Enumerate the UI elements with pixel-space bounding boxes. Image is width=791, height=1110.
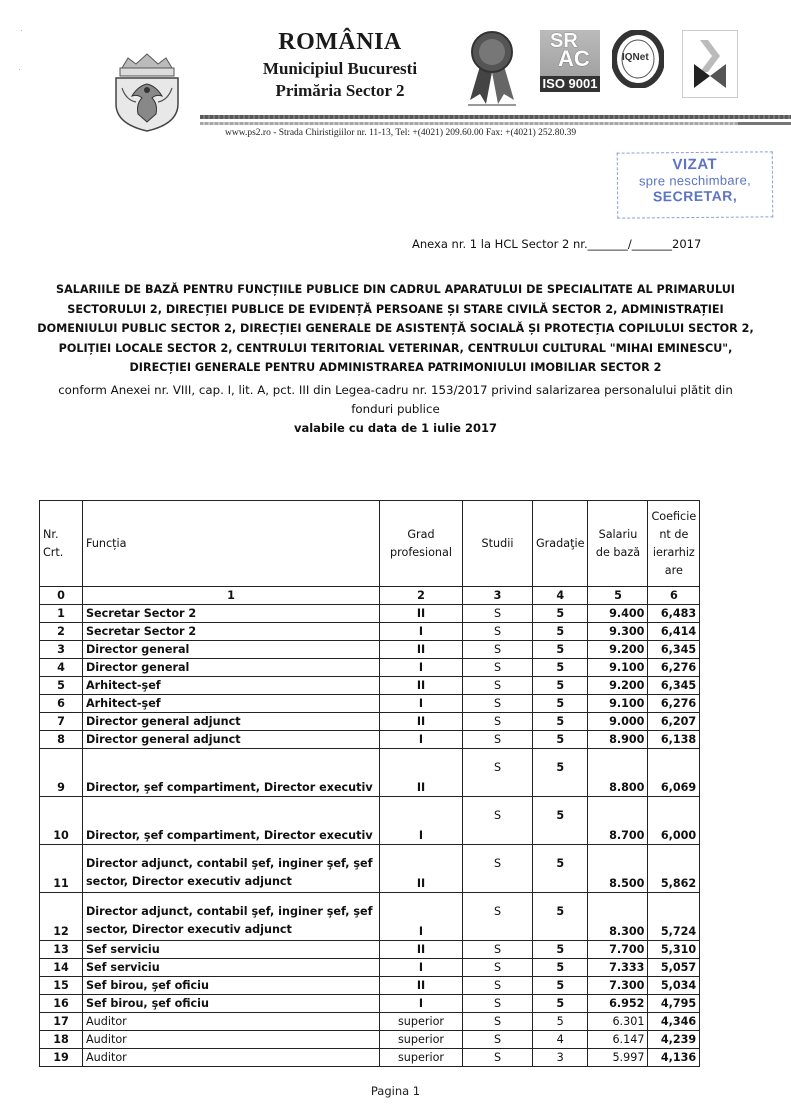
professional-grade: II <box>380 713 463 731</box>
seniority-step: 5 <box>533 797 588 845</box>
column-number: 0 <box>40 587 83 605</box>
row-number: 10 <box>40 797 83 845</box>
professional-grade: II <box>380 677 463 695</box>
base-salary: 8.800 <box>588 749 648 797</box>
function-name: Director general <box>83 641 380 659</box>
base-salary: 8.700 <box>588 797 648 845</box>
column-number: 1 <box>83 587 380 605</box>
hierarchy-coefficient: 4,346 <box>648 1013 700 1031</box>
seniority-step: 5 <box>533 641 588 659</box>
table-row <box>40 713 700 731</box>
page-number: Pagina 1 <box>370 1084 421 1098</box>
hierarchy-coefficient: 6,207 <box>648 713 700 731</box>
base-salary: 7.700 <box>588 941 648 959</box>
title-line: DOMENIULUI PUBLIC SECTOR 2, DIRECȚIEI GENERALE DE ASISTENȚĂ SOCIALĂ ȘI PROTECȚIA COPILULUI SECTOR 2, <box>37 322 754 335</box>
salary-table <box>39 500 700 1067</box>
base-salary: 6.952 <box>588 995 648 1013</box>
hierarchy-coefficient: 6,000 <box>648 797 700 845</box>
function-name-line: sector, Director executiv adjunct <box>86 923 292 936</box>
professional-grade: superior <box>380 1031 463 1049</box>
table-row <box>40 605 700 623</box>
table-row <box>40 1013 700 1031</box>
table-row <box>40 659 700 677</box>
title-line: POLIȚIEI LOCALE SECTOR 2, CENTRULUI TERITORIAL VETERINAR, CENTRULUI CULTURAL "MIHAI EMINESCU", <box>58 341 733 355</box>
base-salary: 9.300 <box>588 623 648 641</box>
function-name: Sef birou, şef oficiu <box>83 977 380 995</box>
professional-grade: I <box>380 797 463 845</box>
row-number: 19 <box>40 1049 83 1067</box>
hierarchy-coefficient: 6,345 <box>648 641 700 659</box>
table-row <box>40 749 700 797</box>
table-row <box>40 1031 700 1049</box>
column-number-row <box>40 587 700 605</box>
header-stripe <box>200 122 791 125</box>
seniority-step: 5 <box>533 977 588 995</box>
title-line: SALARIILE DE BAZĂ PENTRU FUNCȚIILE PUBLICE DIN CADRUL APARATULUI DE SPECIALITATE AL PRIMARULUI <box>56 283 735 296</box>
base-salary: 8.900 <box>588 731 648 749</box>
function-name: Auditor <box>83 1031 380 1049</box>
studies: S <box>463 959 533 977</box>
function-name: Director general adjunct <box>83 731 380 749</box>
function-name: Auditor <box>83 1013 380 1031</box>
studies: S <box>463 941 533 959</box>
function-name: Sef birou, şef oficiu <box>83 995 380 1013</box>
table-row <box>40 941 700 959</box>
row-number: 9 <box>40 749 83 797</box>
studies: S <box>463 677 533 695</box>
header-stripe <box>200 115 791 119</box>
row-number: 4 <box>40 659 83 677</box>
column-number: 2 <box>380 587 463 605</box>
title-line: DIRECȚIEI GENERALE PENTRU ADMINISTRAREA PATRIMONIULUI IMOBILIAR SECTOR 2 <box>129 361 662 374</box>
professional-grade: II <box>380 941 463 959</box>
stamp-line-1: VIZAT <box>672 155 718 174</box>
professional-grade: I <box>380 893 463 941</box>
studies: S <box>463 713 533 731</box>
table-row <box>40 641 700 659</box>
hierarchy-coefficient: 6,345 <box>648 677 700 695</box>
studies: S <box>463 749 533 797</box>
professional-grade: I <box>380 731 463 749</box>
hierarchy-coefficient: 6,276 <box>648 695 700 713</box>
letterhead-title <box>220 28 460 102</box>
legal-basis-line: conform Anexei nr. VIII, cap. I, lit. A, pct. III din Legea-cadru nr. 153/2017 privind salarizarea personalului plătit din <box>58 382 733 397</box>
base-salary: 9.200 <box>588 641 648 659</box>
base-salary: 9.200 <box>588 677 648 695</box>
legal-basis-line: fonduri publice <box>351 401 440 416</box>
iqnet-text: IQNet <box>622 52 649 63</box>
professional-grade: II <box>380 605 463 623</box>
table-body <box>40 605 700 1067</box>
seniority-step: 5 <box>533 605 588 623</box>
row-number: 8 <box>40 731 83 749</box>
row-number: 17 <box>40 1013 83 1031</box>
column-number: 4 <box>533 587 588 605</box>
function-name: Director general adjunct <box>83 713 380 731</box>
srac-iso-logo <box>540 30 600 92</box>
coat-of-arms-icon <box>108 52 186 132</box>
studies: S <box>463 623 533 641</box>
table-row <box>40 623 700 641</box>
hierarchy-coefficient: 6,483 <box>648 605 700 623</box>
function-name: Sef serviciu <box>83 959 380 977</box>
base-salary: 9.100 <box>588 695 648 713</box>
function-name: Director, şef compartiment, Director executiv <box>83 749 380 797</box>
column-number: 3 <box>463 587 533 605</box>
hierarchy-coefficient: 5,862 <box>648 845 700 893</box>
base-salary: 7.333 <box>588 959 648 977</box>
base-salary: 9.400 <box>588 605 648 623</box>
table-row <box>40 893 700 941</box>
municipality-name: Municipiul Bucuresti <box>262 59 418 78</box>
base-salary: 8.300 <box>588 893 648 941</box>
column-number: 6 <box>648 587 700 605</box>
validity-date: valabile cu data de 1 iulie 2017 <box>293 420 497 435</box>
hierarchy-coefficient: 4,239 <box>648 1031 700 1049</box>
hierarchy-coefficient: 4,136 <box>648 1049 700 1067</box>
studies: S <box>463 977 533 995</box>
row-number: 5 <box>40 677 83 695</box>
hierarchy-coefficient: 6,414 <box>648 623 700 641</box>
studies: S <box>463 1049 533 1067</box>
hierarchy-coefficient: 4,795 <box>648 995 700 1013</box>
table-row <box>40 1049 700 1067</box>
studies: S <box>463 641 533 659</box>
studies: S <box>463 695 533 713</box>
srac-top-text: SR <box>550 30 578 52</box>
table-row <box>40 977 700 995</box>
contact-line: www.ps2.ro - Strada Chiristigiilor nr. 11-13, Tel: +(4021) 209.60.00 Fax: +(4021) 252.80.39 <box>225 128 577 138</box>
hierarchy-coefficient: 5,724 <box>648 893 700 941</box>
row-number: 14 <box>40 959 83 977</box>
seniority-step: 5 <box>533 677 588 695</box>
title-line: SECTORULUI 2, DIRECȚIEI PUBLICE DE EVIDENȚĂ PERSOANE ȘI STARE CIVILĂ SECTOR 2, ADMINISTRAȚIEI <box>67 302 724 316</box>
professional-grade: I <box>380 959 463 977</box>
row-number: 2 <box>40 623 83 641</box>
row-number: 13 <box>40 941 83 959</box>
seniority-step: 5 <box>533 713 588 731</box>
function-name: Secretar Sector 2 <box>83 605 380 623</box>
seniority-step: 5 <box>533 959 588 977</box>
header-grad: Grad profesional <box>380 501 463 587</box>
hierarchy-coefficient: 5,034 <box>648 977 700 995</box>
row-number: 3 <box>40 641 83 659</box>
function-name-line: Director adjunct, contabil şef, inginer şef, şef <box>86 905 373 918</box>
function-name: Director, şef compartiment, Director executiv <box>83 797 380 845</box>
function-name <box>83 845 380 893</box>
seniority-step: 5 <box>533 893 588 941</box>
professional-grade: I <box>380 995 463 1013</box>
base-salary: 8.500 <box>588 845 648 893</box>
studies: S <box>463 995 533 1013</box>
header-coef: Coeficie nt de ierarhiz are <box>648 501 700 587</box>
seniority-step: 5 <box>533 623 588 641</box>
seniority-step: 5 <box>533 749 588 797</box>
approval-stamp <box>617 151 774 218</box>
table-row <box>40 797 700 845</box>
studies: S <box>463 797 533 845</box>
professional-grade: II <box>380 845 463 893</box>
header-functia: Funcția <box>83 501 380 587</box>
award-ribbon-icon <box>462 28 522 108</box>
table-row <box>40 731 700 749</box>
header-gradatie: Gradaţie <box>533 501 588 587</box>
seniority-step: 5 <box>533 995 588 1013</box>
base-salary: 6.147 <box>588 1031 648 1049</box>
row-number: 15 <box>40 977 83 995</box>
green-program-logo-icon <box>682 30 738 98</box>
professional-grade: superior <box>380 1049 463 1067</box>
row-number: 11 <box>40 845 83 893</box>
header-studii: Studii <box>463 501 533 587</box>
function-name-line: sector, Director executiv adjunct <box>86 875 292 888</box>
function-name: Arhitect-şef <box>83 677 380 695</box>
scan-mark: · <box>20 25 23 35</box>
seniority-step: 3 <box>533 1049 588 1067</box>
studies: S <box>463 893 533 941</box>
professional-grade: II <box>380 641 463 659</box>
iqnet-logo <box>612 30 664 88</box>
table-row <box>40 995 700 1013</box>
table-row <box>40 845 700 893</box>
function-name: Secretar Sector 2 <box>83 623 380 641</box>
stamp-line-2: spre neschimbare, <box>638 172 752 189</box>
professional-grade: I <box>380 623 463 641</box>
row-number: 1 <box>40 605 83 623</box>
seniority-step: 5 <box>533 731 588 749</box>
hierarchy-coefficient: 6,069 <box>648 749 700 797</box>
seniority-step: 5 <box>533 659 588 677</box>
table-row <box>40 959 700 977</box>
row-number: 16 <box>40 995 83 1013</box>
row-number: 18 <box>40 1031 83 1049</box>
studies: S <box>463 659 533 677</box>
function-name: Director general <box>83 659 380 677</box>
studies: S <box>463 1031 533 1049</box>
seniority-step: 5 <box>533 941 588 959</box>
seniority-step: 5 <box>533 695 588 713</box>
function-name: Arhitect-şef <box>83 695 380 713</box>
document-title <box>14 280 777 438</box>
seniority-step: 5 <box>533 845 588 893</box>
country-name: ROMÂNIA <box>278 29 402 55</box>
hierarchy-coefficient: 5,057 <box>648 959 700 977</box>
stamp-line-3: SECRETAR, <box>652 187 738 205</box>
professional-grade: I <box>380 695 463 713</box>
base-salary: 9.000 <box>588 713 648 731</box>
professional-grade: II <box>380 977 463 995</box>
function-name: Auditor <box>83 1049 380 1067</box>
header-nr: Nr. Crt. <box>40 501 83 587</box>
base-salary: 6.301 <box>588 1013 648 1031</box>
annex-reference: Anexa nr. 1 la HCL Sector 2 nr._______/_______2017 <box>412 237 702 251</box>
function-name: Sef serviciu <box>83 941 380 959</box>
scan-mark: · <box>18 64 21 74</box>
base-salary: 7.300 <box>588 977 648 995</box>
srac-mid-text: AC <box>558 46 590 71</box>
function-name-line: Director adjunct, contabil şef, inginer şef, şef <box>86 857 373 870</box>
table-row <box>40 695 700 713</box>
studies: S <box>463 1013 533 1031</box>
hierarchy-coefficient: 5,310 <box>648 941 700 959</box>
professional-grade: II <box>380 749 463 797</box>
studies: S <box>463 845 533 893</box>
table-header-row <box>40 501 700 587</box>
studies: S <box>463 731 533 749</box>
studies: S <box>463 605 533 623</box>
table-row <box>40 677 700 695</box>
professional-grade: superior <box>380 1013 463 1031</box>
column-number: 5 <box>588 587 648 605</box>
hierarchy-coefficient: 6,138 <box>648 731 700 749</box>
professional-grade: I <box>380 659 463 677</box>
iso-label: ISO 9001 <box>540 76 600 92</box>
base-salary: 9.100 <box>588 659 648 677</box>
row-number: 7 <box>40 713 83 731</box>
seniority-step: 4 <box>533 1031 588 1049</box>
row-number: 12 <box>40 893 83 941</box>
hierarchy-coefficient: 6,276 <box>648 659 700 677</box>
institution-name: Primăria Sector 2 <box>275 81 405 100</box>
row-number: 6 <box>40 695 83 713</box>
header-salariu: Salariu de bază <box>588 501 648 587</box>
function-name <box>83 893 380 941</box>
seniority-step: 5 <box>533 1013 588 1031</box>
base-salary: 5.997 <box>588 1049 648 1067</box>
